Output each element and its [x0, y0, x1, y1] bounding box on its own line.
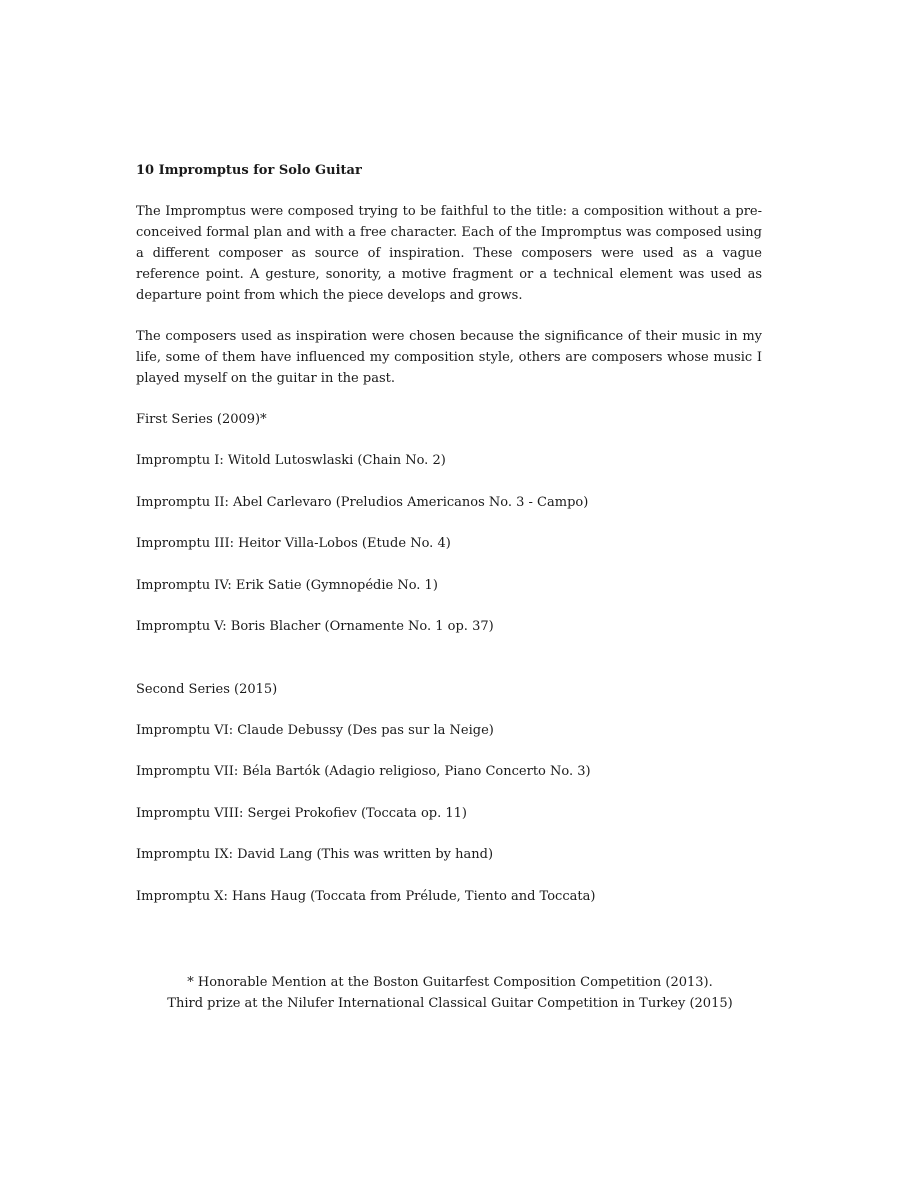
impromptu-item: Impromptu IV: Erik Satie (Gymnopédie No. 1): [136, 577, 438, 593]
series-heading: First Series (2009)*: [136, 412, 267, 427]
impromptu-item: Impromptu VII: Béla Bartók (Adagio religioso, Piano Concerto No. 3): [136, 764, 591, 779]
impromptu-item: Impromptu X: Hans Haug (Toccata from Prélude, Tiento and Toccata): [136, 888, 596, 904]
impromptu-item: Impromptu V: Boris Blacher (Ornamente No. 1 op. 37): [136, 619, 494, 634]
footnote-line: * Honorable Mention at the Boston Guitarfest Composition Competition (2013).: [187, 975, 713, 990]
footnote: [100, 972, 800, 1014]
impromptu-item: Impromptu III: Heitor Villa-Lobos (Etude No. 4): [136, 536, 451, 551]
inspiration-paragraph: The composers used as inspiration were chosen because the significance of their music in my life, some of them have influenced my composition style, others are composers whose music I played myself on the guitar in the past.: [136, 329, 762, 386]
footnote-line: Third prize at the Nilufer International Classical Guitar Competition in Turkey (2015): [167, 996, 733, 1011]
impromptu-item: Impromptu I: Witold Lutoswlaski (Chain No. 2): [136, 453, 446, 468]
document-body: [136, 160, 762, 927]
second-series: [136, 679, 762, 907]
intro-paragraph: The Impromptus were composed trying to be faithful to the title: a composition without a pre-conceived formal plan and with a free character. Each of the Impromptus was composed using a different composer as source of inspiration. These composers were used as a vague reference point. A gesture, sonority, a motive fragment or a technical element was used as departure point from which the piece develops and grows.: [136, 204, 762, 303]
impromptu-item: Impromptu IX: David Lang (This was written by hand): [136, 847, 494, 862]
document-title: 10 Impromptus for Solo Guitar: [136, 163, 362, 178]
impromptu-item: Impromptu VI: Claude Debussy (Des pas sur la Neige): [136, 722, 494, 738]
impromptu-item: Impromptu VIII: Sergei Prokofiev (Toccata op. 11): [136, 805, 467, 821]
impromptu-item: Impromptu II: Abel Carlevaro (Preludios Americanos No. 3 - Campo): [136, 494, 589, 510]
first-series: [136, 409, 762, 637]
series-spacer: [136, 658, 762, 679]
series-heading: Second Series (2015): [136, 681, 278, 697]
